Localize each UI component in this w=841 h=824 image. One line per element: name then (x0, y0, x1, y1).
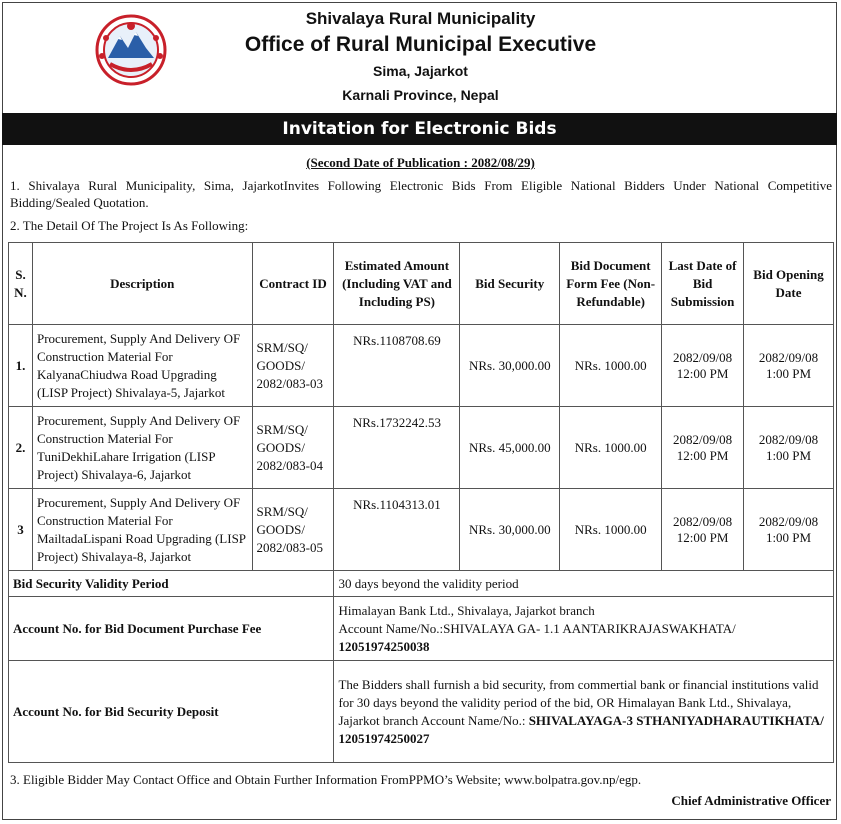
notice-header (0, 0, 841, 112)
row-estimated-amount: NRs.1104313.01 (334, 489, 460, 571)
security-deposit-row (9, 661, 834, 763)
purchase-fee-account-number: 12051974250038 (338, 638, 430, 654)
municipality-name: Shivalaya Rural Municipality (305, 9, 536, 28)
row-sn: 1. (9, 325, 33, 407)
validity-label: Bid Security Validity Period (9, 571, 334, 597)
row-bid-security: NRs. 30,000.00 (460, 325, 560, 407)
table-row (9, 407, 834, 489)
header-sn: S. N. (9, 243, 33, 325)
header-contract-id: Contract ID (252, 243, 334, 325)
contact-paragraph: 3. Eligible Bidder May Contact Office and Obtain Further Information FromPPMO’s Website; www.bolpatra.gov.np/egp. (10, 772, 642, 787)
header-opening-date: Bid Opening Date (744, 243, 834, 325)
security-deposit-text: The Bidders shall furnish a bid security, from commertial bank or financial institutions valid for 30 days beyond the validity period of the bid, OR Himalayan Bank Ltd., Shivalaya, Jajarkot branch Account Name/No.: (338, 676, 819, 728)
purchase-fee-bank: Himalayan Bank Ltd., Shivalaya, Jajarkot branch (338, 602, 595, 618)
row-opening-date: 2082/09/08 1:00 PM (744, 325, 834, 407)
row-description: Procurement, Supply And Delivery OF Construction Material For MailtadaLispani Road Upgrading (LISP Project) Shivalaya-8, Jajarkot (32, 489, 252, 571)
header-bid-security: Bid Security (460, 243, 560, 325)
validity-row (9, 571, 834, 597)
security-deposit-account-name: SHIVALAYAGA-3 STHANIYADHARAUTIKHATA/ (528, 712, 824, 728)
table-row (9, 489, 834, 571)
bid-table (8, 242, 834, 763)
publication-date: (Second Date of Publication : 2082/08/29) (306, 155, 535, 170)
row-last-date: 2082/09/08 12:00 PM (662, 325, 744, 407)
row-contract-id: SRM/SQ/ GOODS/ 2082/083-03 (252, 325, 334, 407)
row-bid-security: NRs. 45,000.00 (460, 407, 560, 489)
office-name: Office of Rural Municipal Executive (244, 33, 597, 56)
table-header-row (9, 243, 834, 325)
header-description: Description (32, 243, 252, 325)
purchase-fee-row (9, 597, 834, 661)
intro-paragraph-2: 2. The Detail Of The Project Is As Following: (10, 218, 249, 233)
row-last-date: 2082/09/08 12:00 PM (662, 407, 744, 489)
row-contract-id: SRM/SQ/ GOODS/ 2082/083-05 (252, 489, 334, 571)
row-form-fee: NRs. 1000.00 (560, 407, 662, 489)
header-estimated-amount: Estimated Amount (Including VAT and Including PS) (334, 243, 460, 325)
purchase-fee-label: Account No. for Bid Document Purchase Fee (9, 597, 334, 661)
row-estimated-amount: NRs.1108708.69 (334, 325, 460, 407)
security-deposit-account-number: 12051974250027 (338, 730, 430, 746)
office-address: Sima, Jajarkot (373, 63, 468, 79)
table-row (9, 325, 834, 407)
row-sn: 3 (9, 489, 33, 571)
row-form-fee: NRs. 1000.00 (560, 489, 662, 571)
header-last-date: Last Date of Bid Submission (662, 243, 744, 325)
province-name: Karnali Province, Nepal (342, 87, 499, 103)
row-contract-id: SRM/SQ/ GOODS/ 2082/083-04 (252, 407, 334, 489)
row-opening-date: 2082/09/08 1:00 PM (744, 407, 834, 489)
signatory-title: Chief Administrative Officer (671, 793, 831, 808)
row-description: Procurement, Supply And Delivery OF Construction Material For TuniDekhiLahare Irrigation (LISP Project) Shivalaya-6, Jajarkot (32, 407, 252, 489)
row-bid-security: NRs. 30,000.00 (460, 489, 560, 571)
purchase-fee-account-name: Account Name/No.:SHIVALAYA GA- 1.1 AANTARIKRAJASWAKHATA/ (338, 620, 736, 636)
notice-title-banner: Invitation for Electronic Bids (2, 113, 837, 145)
security-deposit-label: Account No. for Bid Security Deposit (9, 661, 334, 763)
row-last-date: 2082/09/08 12:00 PM (662, 489, 744, 571)
header-form-fee: Bid Document Form Fee (Non-Refundable) (560, 243, 662, 325)
row-form-fee: NRs. 1000.00 (560, 325, 662, 407)
intro-paragraph-1: 1. Shivalaya Rural Municipality, Sima, JajarkotInvites Following Electronic Bids From Eligible National Bidders Under National Competitive Bidding/Sealed Quotation. (10, 178, 832, 210)
purchase-fee-details (334, 597, 834, 661)
row-estimated-amount: NRs.1732242.53 (334, 407, 460, 489)
row-sn: 2. (9, 407, 33, 489)
row-description: Procurement, Supply And Delivery OF Construction Material For KalyanaChiudwa Road Upgrading (LISP Project) Shivalaya-5, Jajarkot (32, 325, 252, 407)
security-deposit-details (334, 661, 834, 763)
validity-value: 30 days beyond the validity period (334, 571, 834, 597)
row-opening-date: 2082/09/08 1:00 PM (744, 489, 834, 571)
